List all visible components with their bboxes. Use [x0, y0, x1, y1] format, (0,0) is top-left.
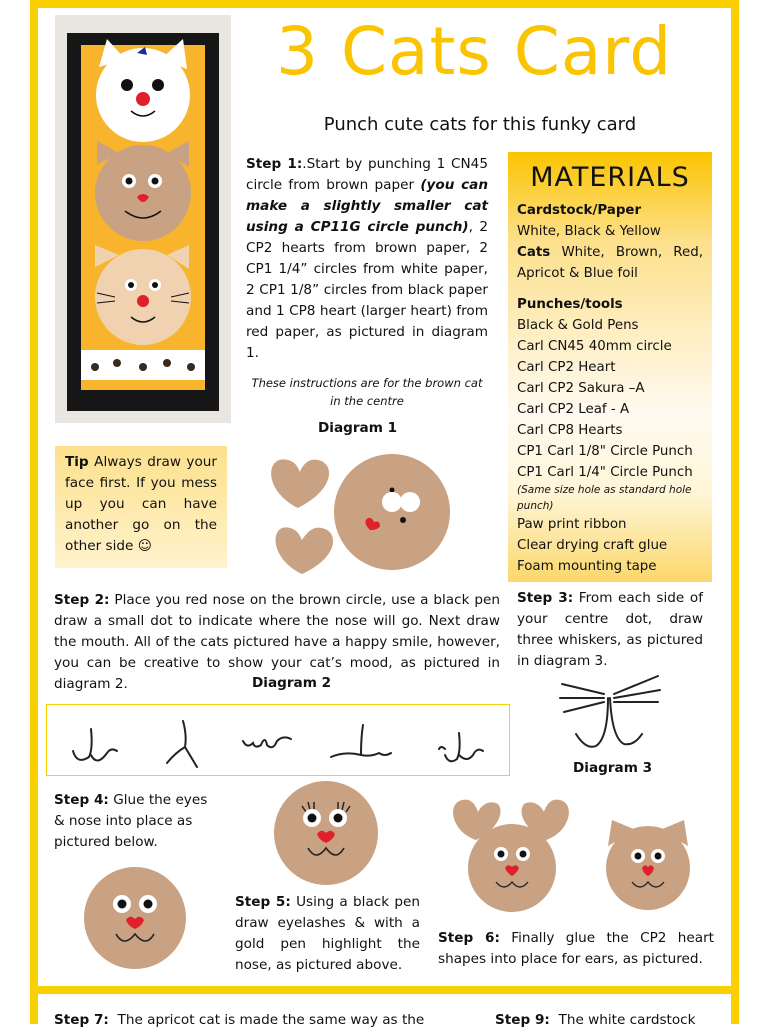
step-5-label: Step 5: [235, 894, 291, 910]
cats-label: Cats [517, 245, 551, 260]
diagram-2-box [46, 704, 510, 776]
materials-item: Carl CP2 Heart [517, 360, 616, 375]
step-9-label: Step 9: [495, 1012, 550, 1028]
step-7-label: Step 7: [54, 1012, 109, 1028]
three-cats-card-photo [55, 15, 231, 423]
frame-border-top [30, 0, 739, 8]
tip-text: Tip Always draw your face first. If you mess up you can have another go on the other side ☺ [65, 454, 217, 554]
step-6-cat-with-heart-ears-image [446, 796, 576, 914]
frame-border-left [30, 0, 38, 1024]
frame-border-bottom [30, 986, 739, 994]
step-5-cat-face-image [272, 780, 380, 886]
materials-item: Black & Gold Pens [517, 318, 639, 333]
tip-box [55, 446, 227, 568]
materials-item: Foam mounting tape [517, 559, 657, 574]
step-7-text: Step 7: The apricot cat is made the same way as the [54, 1012, 425, 1028]
punches-heading: Punches/tools [517, 297, 623, 312]
cardstock-heading: Cardstock/Paper [517, 203, 642, 218]
materials-small-note: (Same size hole as standard hole punch) [517, 484, 692, 512]
diagram-3-caption: Diagram 3 [573, 760, 653, 776]
materials-item: Carl CN45 40mm circle [517, 339, 672, 354]
step-2-text: Step 2: Place you red nose on the brown circle, use a black pen draw a small dot to indicate where the nose will go. Next draw the mouth. All of the cats pictured have a happy smile, however, you can be creative to show your cat’s mood, as pictured in diagram 2. [54, 592, 500, 692]
step-4-cat-face-image [82, 866, 188, 970]
materials-heading: MATERIALS [530, 162, 690, 193]
materials-panel [508, 152, 712, 582]
step-1-label: Step 1: [246, 156, 303, 172]
materials-item: CP1 Carl 1/8" Circle Punch [517, 444, 693, 459]
frame-border-right [731, 0, 739, 1024]
materials-item: Carl CP8 Hearts [517, 423, 623, 438]
step-6-cat-pointed-ears-image [600, 816, 696, 912]
tip-label: Tip [65, 454, 89, 470]
step-3-label: Step 3: [517, 590, 574, 606]
step-4-label: Step 4: [54, 792, 109, 808]
materials-item: Clear drying craft glue [517, 538, 668, 553]
diagram-1-caption: Diagram 1 [318, 420, 398, 436]
cardstock-colors: White, Black & Yellow Cats White, Brown, Red, Apricot & Blue foil [517, 224, 703, 281]
step-6-text: Step 6: Finally glue the CP2 heart shapes into place for ears, as pictured. [438, 930, 714, 967]
step-3-text: Step 3: From each side of your centre dot, draw three whiskers, as pictured in diagram 3. [517, 590, 703, 669]
instructions-note: These instructions are for the brown cat in the centre [251, 376, 483, 408]
step-5-text: Step 5: Using a black pen draw eyelashes & with a gold pen highlight the nose, as pictured above. [235, 894, 420, 973]
step-4-text: Step 4: Glue the eyes & nose into place as pictured below. [54, 792, 208, 850]
step-9-text: Step 9: The white cardstock [495, 1012, 696, 1028]
page-title: 3 Cats Card [276, 13, 673, 90]
materials-item: CP1 Carl 1/4" Circle Punch [517, 465, 693, 480]
materials-item: Carl CP2 Sakura –A [517, 381, 645, 396]
diagram-3-image [556, 672, 666, 756]
page-subtitle: Punch cute cats for this funky card [323, 114, 637, 135]
step-1-text: Step 1:.Start by punching 1 CN45 circle from brown paper (you can make a slightly smaller cat using a CP11G circle punch), 2 CP2 hearts from brown paper, 2 CP1 1/4” circles from white paper, 2 CP1 1/8” circles from black paper and 1 CP8 heart (larger heart) from red paper, as pictured in diagram 1. [246, 156, 488, 361]
diagram-2-caption: Diagram 2 [252, 675, 332, 691]
materials-item: Carl CP2 Leaf - A [517, 402, 630, 417]
diagram-1-image [262, 450, 462, 578]
materials-item: Paw print ribbon [517, 517, 627, 532]
step-2-label: Step 2: [54, 592, 110, 608]
mouth-styles-image [47, 705, 509, 775]
step-6-label: Step 6: [438, 930, 500, 946]
